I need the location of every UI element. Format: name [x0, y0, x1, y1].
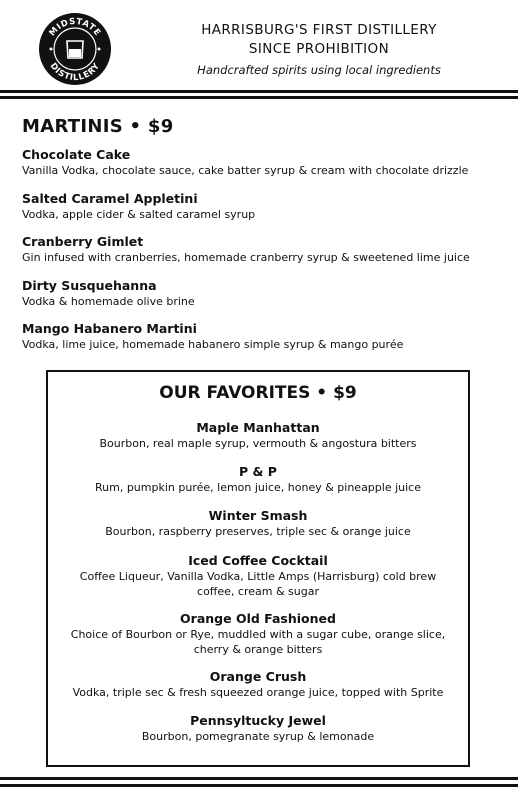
- item-description: Choice of Bourbon or Rye, muddled with a sugar cube, orange slice, cherry & orange bitters: [70, 628, 446, 656]
- header-line-1: HARRISBURG'S FIRST DISTILLERY: [201, 22, 437, 38]
- favorite-item: [54, 713, 462, 744]
- midstate-distillery-logo: [38, 12, 112, 86]
- martini-item: [22, 278, 508, 309]
- header-subtitle: Handcrafted spirits using local ingredients: [197, 63, 441, 77]
- favorite-item: [54, 553, 462, 599]
- top-divider-2: [0, 96, 518, 99]
- item-description: Bourbon, real maple syrup, vermouth & angostura bitters: [99, 437, 417, 450]
- item-description: Gin infused with cranberries, homemade cranberry syrup & sweetened lime juice: [22, 251, 470, 264]
- item-name: Maple Manhattan: [196, 420, 320, 435]
- favorite-item: [54, 420, 462, 451]
- item-description: Vodka & homemade olive brine: [22, 295, 195, 308]
- header-line-2: SINCE PROHIBITION: [248, 41, 390, 57]
- item-name: Mango Habanero Martini: [22, 321, 197, 336]
- item-name: Orange Old Fashioned: [180, 611, 336, 626]
- favorite-item: [54, 611, 462, 657]
- favorites-title: OUR FAVORITES • $9: [159, 383, 357, 403]
- item-name: Iced Coffee Cocktail: [188, 553, 328, 568]
- bottom-divider-1: [0, 777, 518, 780]
- item-name: Cranberry Gimlet: [22, 234, 144, 249]
- item-name: Chocolate Cake: [22, 147, 131, 162]
- item-description: Rum, pumpkin purée, lemon juice, honey & pineapple juice: [95, 481, 421, 494]
- martini-item: [22, 321, 508, 352]
- item-name: Winter Smash: [208, 508, 308, 523]
- item-description: Bourbon, raspberry preserves, triple sec & orange juice: [105, 525, 411, 538]
- top-divider-1: [0, 90, 518, 93]
- martini-item: [22, 147, 508, 178]
- item-description: Vodka, lime juice, homemade habanero simple syrup & mango purée: [22, 338, 404, 351]
- favorites-box: [46, 370, 470, 767]
- martini-item: [22, 191, 508, 222]
- svg-text:MIDSTATE: MIDSTATE: [47, 16, 103, 39]
- favorite-item: [54, 669, 462, 700]
- martini-item: [22, 234, 508, 265]
- bottom-divider-2: [0, 784, 518, 787]
- martinis-title: MARTINIS • $9: [22, 116, 174, 137]
- item-description: Bourbon, pomegranate syrup & lemonade: [141, 730, 375, 743]
- item-description: Vodka, triple sec & fresh squeezed orange juice, topped with Sprite: [72, 686, 444, 699]
- svg-text:DISTILLERY: DISTILLERY: [47, 61, 103, 84]
- item-description: Vanilla Vodka, chocolate sauce, cake batter syrup & cream with chocolate drizzle: [22, 164, 469, 177]
- item-name: P & P: [239, 464, 277, 479]
- favorite-item: [54, 508, 462, 539]
- favorite-item: [54, 464, 462, 495]
- item-name: Orange Crush: [209, 669, 307, 684]
- item-name: Salted Caramel Appletini: [22, 191, 198, 206]
- item-description: Vodka, apple cider & salted caramel syrup: [22, 208, 256, 221]
- item-name: Pennsyltucky Jewel: [190, 713, 326, 728]
- item-name: Dirty Susquehanna: [22, 278, 157, 293]
- item-description: Coffee Liqueur, Vanilla Vodka, Little Amps (Harrisburg) cold brew coffee, cream & sugar: [79, 570, 437, 598]
